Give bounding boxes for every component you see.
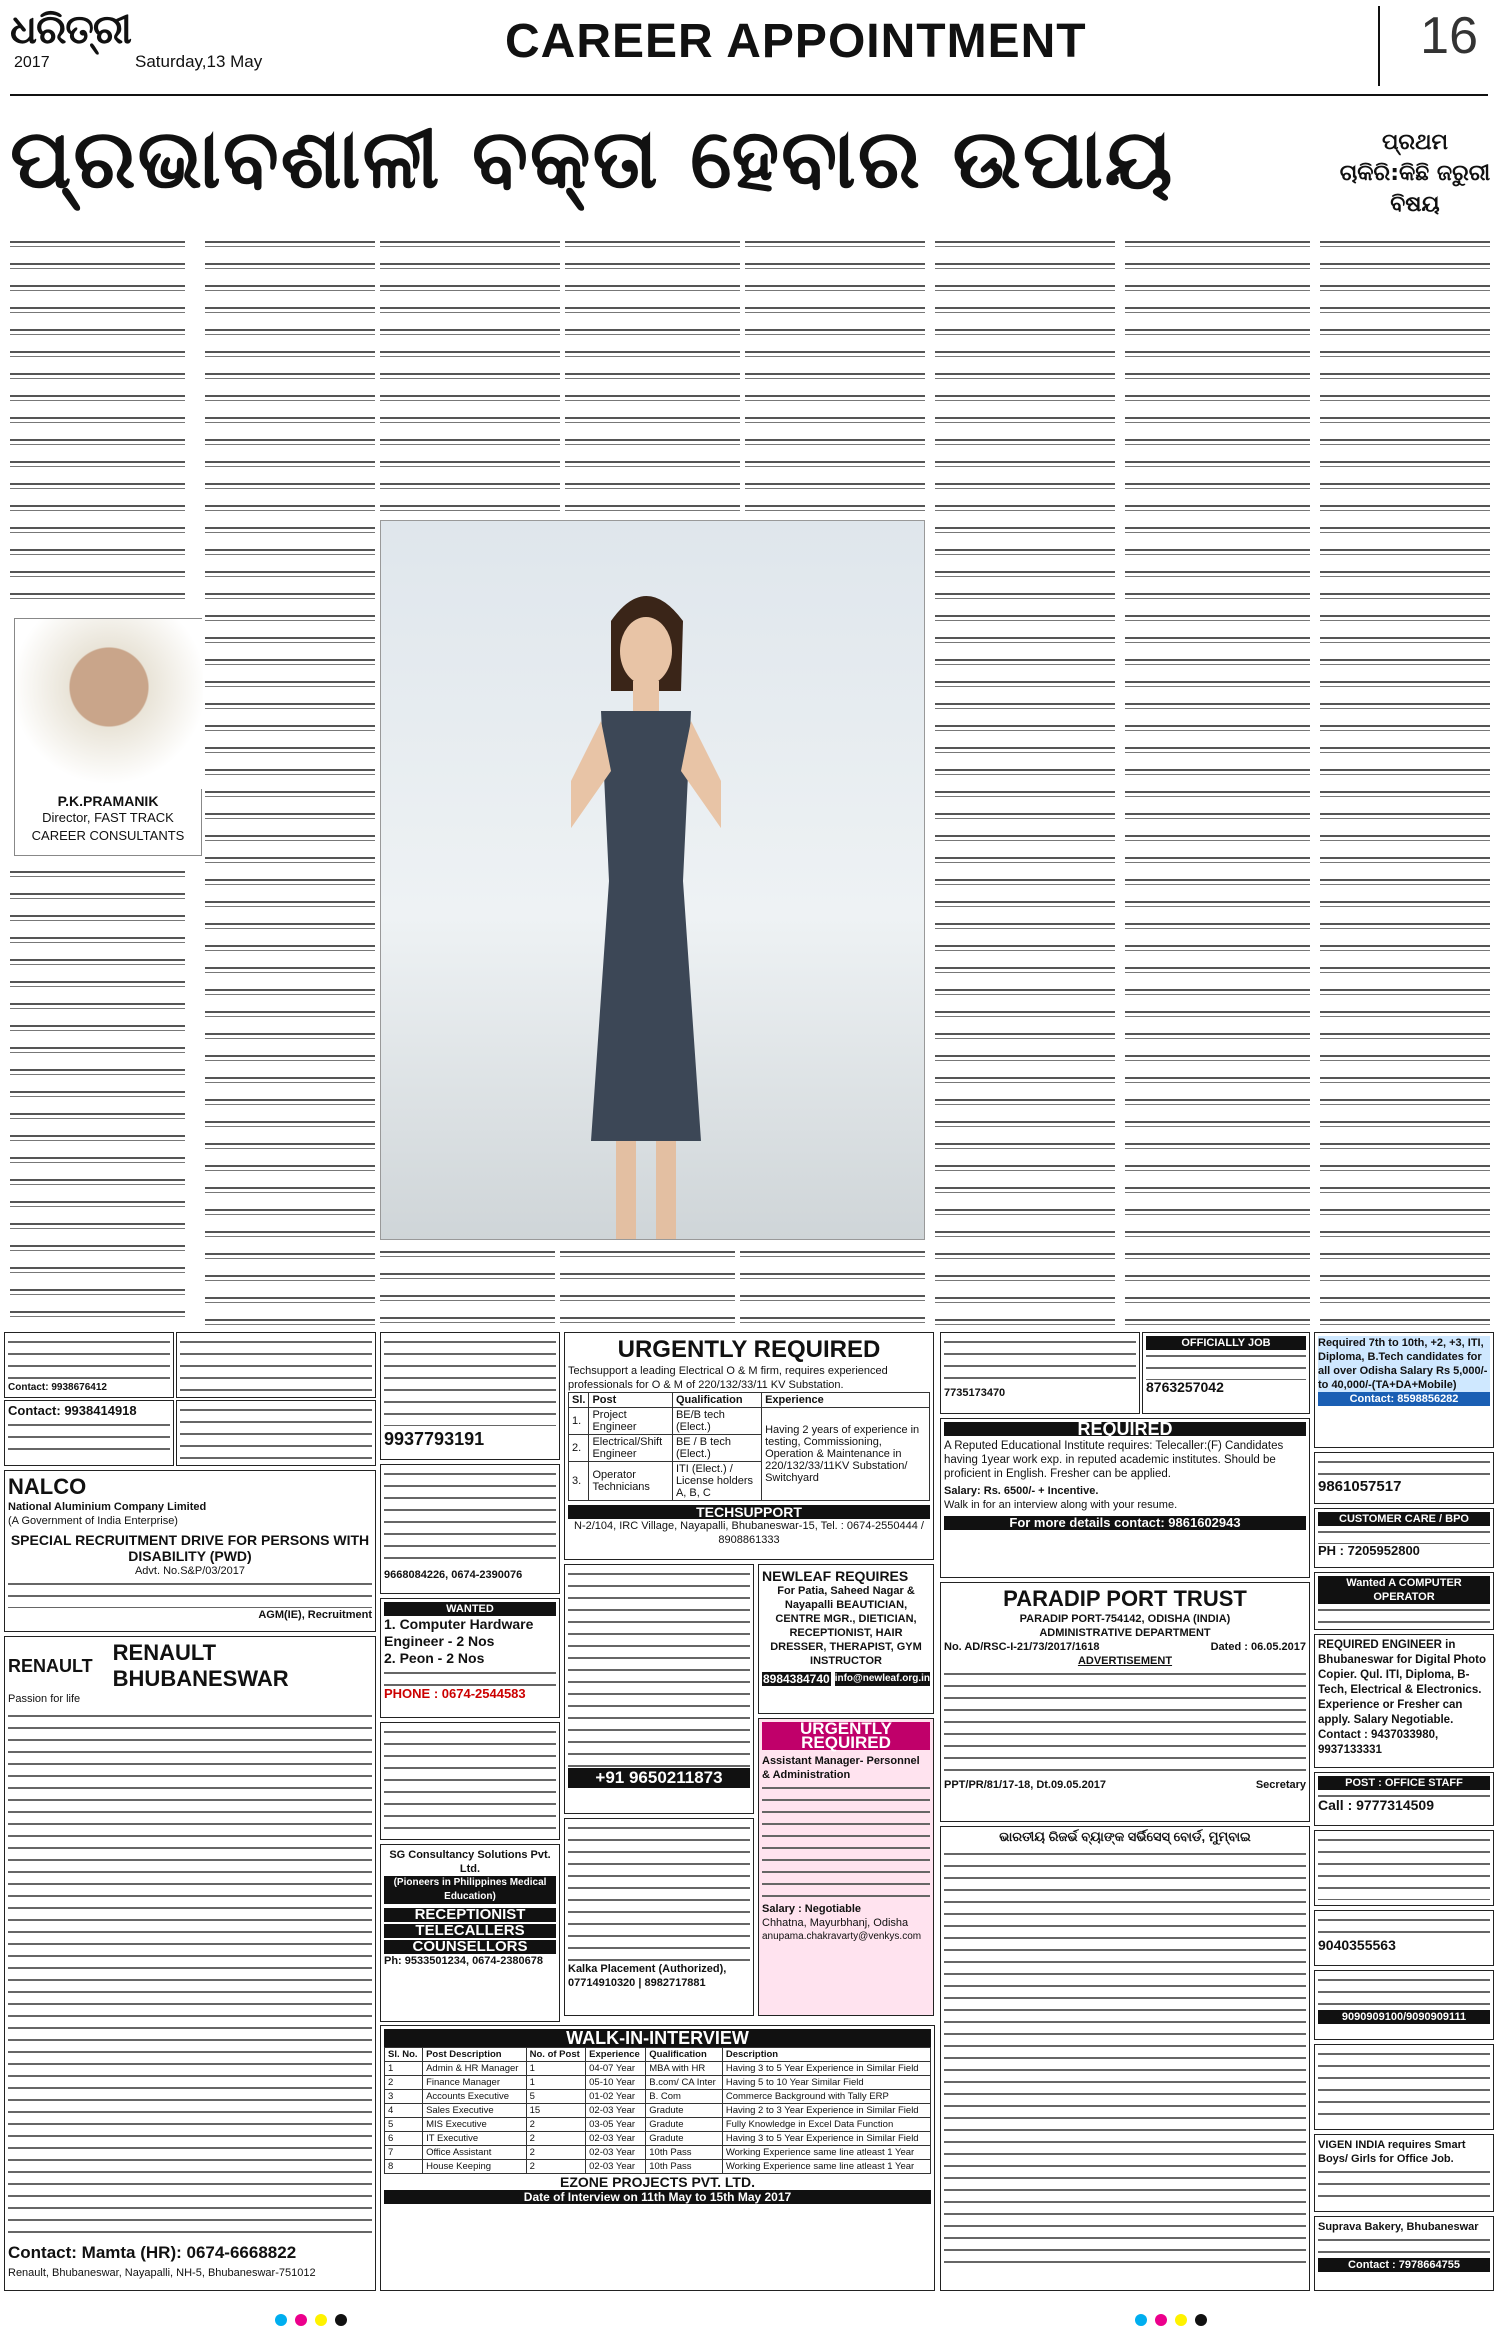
techsupport-address: N-2/104, IRC Village, Nayapalli, Bhubaneswar-15, Tel. : 0674-2550444 / 8908861333 [574, 1520, 924, 1546]
wanted-item-2: 2. Peon - 2 Nos [384, 1650, 485, 1666]
table-cell: MIS Executive [423, 2118, 527, 2132]
table-row [385, 2104, 931, 2118]
table-cell: Having 3 to 5 Year Experience in Similar Field [722, 2132, 930, 2146]
sg-post-2: TELECALLERS [384, 1924, 556, 1938]
table-cell: 2 [526, 2132, 586, 2146]
right-eng: REQUIRED ENGINEER in Bhubaneswar for Digital Photo Copier. Qul. ITI, Diploma, B-Tech, Electrical & Electronics. Experience or Fresher can apply. Salary Negotiable. Contact : 9437033980, 9937133331 [1318, 1639, 1487, 1756]
officially-title: OFFICIALLY JOB [1146, 1336, 1306, 1350]
ad-computer-operator [1314, 1572, 1494, 1630]
table-cell: 03-05 Year [586, 2118, 646, 2132]
ad-phone: Contact: 9938676412 [8, 1382, 107, 1393]
ad-odia-job-1 [940, 1332, 1140, 1414]
speaker-figure-illustration [571, 581, 721, 1240]
required-body: A Reputed Educational Institute requires: Telecaller:(F) Candidates having 1year work exp. in reputed academic institutes. Should be proficient in English. Fresher can be applied. [944, 1440, 1284, 1480]
table-cell: Working Experience same line atleast 1 Year [722, 2146, 930, 2160]
ad-wanted [380, 1598, 560, 1718]
table-row [385, 2132, 931, 2146]
ad-rbi-services-board [940, 1826, 1310, 2291]
author-box [14, 618, 202, 856]
ad-right-phone [1314, 1910, 1494, 1966]
table-cell: Working Experience same line atleast 1 Year [722, 2160, 930, 2174]
officially-phone: 8763257042 [1146, 1379, 1224, 1395]
author-name: P.K.PRAMANIK [57, 793, 159, 809]
table-cell: 01-02 Year [586, 2090, 646, 2104]
table-cell: Office Assistant [423, 2146, 527, 2160]
techsupport-table: Sl. Post Qualification Experience 1. Project Engineer BE/B tech (Elect.) Having 2 years of experience in testing, Commissioning, Operation & Maintenance in 220/132/33/11KV Substation/ Switchyard 2. Electrical/Shift Engineer BE / B tech (Elect.) 3. Operator Technicians ITI (Elect.) / License holders A, B, C [568, 1392, 930, 1501]
sg-name: SG Consultancy Solutions Pvt. Ltd. [389, 1849, 551, 1875]
right-r1: Required 7th to 10th, +2, +3, ITI, Diploma, B.Tech candidates for all over Odisha Salary Rs 5,000/- to 40,000/-(TA+DA+Mobile) [1318, 1336, 1490, 1392]
article-column-3 [380, 235, 560, 515]
article-column-2 [205, 235, 375, 1325]
table-cell: Gradute [646, 2132, 723, 2146]
sg-sub: (Pioneers in Philippines Medical Education) [384, 1876, 556, 1904]
table-cell: B. Com [646, 2090, 723, 2104]
ad-accountant [176, 1400, 376, 1466]
table-cell: Gradute [646, 2118, 723, 2132]
paradip-sec: Secretary [1255, 1779, 1306, 1791]
article-column-1b [10, 865, 185, 1325]
page-number: 16 [1378, 6, 1488, 86]
paradip-sub: PARADIP PORT-754142, ODISHA (INDIA) [1019, 1613, 1231, 1625]
nalco-company: National Aluminium Company Limited [8, 1501, 207, 1513]
right-customer: CUSTOMER CARE / BPO [1318, 1512, 1490, 1526]
table-cell: 10th Pass [646, 2146, 723, 2160]
nalco-advt: Advt. No.S&P/03/2017 [134, 1565, 246, 1577]
techsupport-title: URGENTLY REQUIRED [617, 1336, 881, 1363]
table-cell: 2 [526, 2118, 586, 2132]
ad-odia-classified [564, 1564, 754, 1814]
article-column-7 [1125, 235, 1310, 1325]
ad-malaysia [564, 1818, 754, 2016]
required-title: REQUIRED [944, 1422, 1306, 1436]
table-cell: IT Executive [423, 2132, 527, 2146]
table-row [385, 2160, 931, 2174]
table-cell: 6 [385, 2132, 423, 2146]
ad-hostel [380, 1332, 560, 1460]
urgently2-salary: Salary : Negotiable [762, 1903, 862, 1915]
sg-post-3: COUNSELLORS [384, 1940, 556, 1954]
table-cell: 8 [385, 2160, 423, 2174]
table-cell: Having 2 to 3 Year Experience in Similar Field [722, 2104, 930, 2118]
paradip-title: PARADIP PORT TRUST [1003, 1586, 1247, 1611]
ad-small-left-1 [4, 1332, 174, 1398]
table-cell: MBA with HR [646, 2062, 723, 2076]
ad-renault [4, 1636, 376, 2291]
wanted-phone: PHONE : 0674-2544583 [384, 1686, 526, 1701]
table-cell: B.com/ CA Inter [646, 2076, 723, 2090]
paradip-adv: ADVERTISEMENT [1077, 1655, 1173, 1667]
sg-post-1: RECEPTIONIST [384, 1908, 556, 1922]
ad-telecaller [940, 1418, 1310, 1578]
urgently2-post: Assistant Manager- Personnel & Administration [762, 1755, 920, 1781]
table-cell: 2 [385, 2076, 423, 2090]
ad-sg-consultancy [380, 1844, 560, 2022]
ad-right-phone2 [1314, 1970, 1494, 2040]
table-cell: Sales Executive [423, 2104, 527, 2118]
table-row [385, 2118, 931, 2132]
walkin-date: Date of Interview on 11th May to 15th May 2017 [384, 2190, 931, 2204]
ad-techsupport [564, 1332, 934, 1560]
techsupport-footer: TECHSUPPORT [568, 1505, 930, 1519]
table-cell: House Keeping [423, 2160, 527, 2174]
walkin-title: WALK-IN-INTERVIEW [384, 2029, 931, 2047]
nalco-sign: AGM(IE), Recruitment [258, 1609, 372, 1621]
rbi-title: ଭାରତୀୟ ରିଜର୍ଭ ବ୍ୟାଙ୍କ ସର୍ଭିସେସ୍ ବୋର୍ଡ, ମୁମ୍ବାଇ [999, 1829, 1251, 1844]
table-cell: 1 [385, 2062, 423, 2076]
table-cell: Fully Knowledge in Excel Data Function [722, 2118, 930, 2132]
ad-phone: Contact: 9938414918 [8, 1403, 137, 1418]
ad-officially-job [1142, 1332, 1310, 1414]
speaker-photo [380, 520, 925, 1240]
renault-title: RENAULT BHUBANESWAR [112, 1640, 289, 1691]
table-cell: Commerce Background with Tally ERP [722, 2090, 930, 2104]
urgently2-email: anupama.chakravarty@venkys.com [762, 1931, 922, 1942]
table-row [385, 2090, 931, 2104]
table-cell: Accounts Executive [423, 2090, 527, 2104]
author-photo [15, 619, 203, 789]
magenta-dot [1155, 2314, 1167, 2326]
right-ph2: PH : 7205952800 [1318, 1543, 1420, 1558]
right-suprava-ph: Contact : 7978664755 [1318, 2258, 1490, 2272]
table-cell: 15 [526, 2104, 586, 2118]
author-role: Director, FAST TRACK [42, 810, 174, 825]
table-cell: 4 [385, 2104, 423, 2118]
urgently2-title: URGENTLY REQUIRED [762, 1722, 930, 1750]
right-wanted: Wanted A COMPUTER OPERATOR [1318, 1576, 1490, 1604]
ad-jewellery [1314, 2044, 1494, 2130]
renault-address: Renault, Bhubaneswar, Nayapalli, NH-5, Bhubaneswar-751012 [8, 2267, 316, 2279]
ad-newleaf [758, 1564, 934, 1714]
ad-paradip-port [940, 1582, 1310, 1822]
required-contact: For more details contact: 9861602943 [944, 1516, 1306, 1530]
right-vigen: VIGEN INDIA requires Smart Boys/ Girls for Office Job. [1318, 2139, 1466, 2165]
table-cell: 02-03 Year [586, 2104, 646, 2118]
newleaf-title: NEWLEAF REQUIRES [762, 1568, 909, 1584]
required-walkin: Walk in for an interview along with your resume. [944, 1499, 1178, 1511]
newleaf-phone: 8984384740 [762, 1672, 830, 1686]
ad-right-1 [1314, 1332, 1494, 1448]
table-cell: 02-03 Year [586, 2146, 646, 2160]
table-cell: 10th Pass [646, 2160, 723, 2174]
newleaf-email: info@newleaf.org.in [834, 1673, 930, 1684]
paradip-no: No. AD/RSC-I-21/73/2017/1618 [944, 1641, 1100, 1653]
table-cell: 04-07 Year [586, 2062, 646, 2076]
article-column-1a [10, 235, 185, 615]
hostel-phone: 9937793191 [384, 1429, 485, 1449]
table-row [385, 2062, 931, 2076]
table-cell: 2 [526, 2146, 586, 2160]
table-row: 1. Project Engineer BE/B tech (Elect.) Having 2 years of experience in testing, Commissioning, Operation & Maintenance in 220/132/33/11KV Substation/ Switchyard [569, 1408, 930, 1435]
gurudwara-phone: 9668084226, 0674-2390076 [384, 1569, 523, 1581]
article-column-5 [745, 235, 925, 515]
ad-office-staff [1314, 1772, 1494, 1826]
black-dot [1195, 2314, 1207, 2326]
article-headline: ପ୍ରଭାବଶାଳୀ ବକ୍ତା ହେବାର ଉପାୟ [10, 112, 1175, 207]
ad-walk-in-interview [380, 2025, 935, 2291]
ad-right-2 [1314, 1452, 1494, 1504]
table-cell: Having 5 to 10 Year Similar Field [722, 2076, 930, 2090]
ad-vigen [1314, 2134, 1494, 2212]
sidebar-title: ପ୍ରଥମ ଚାକିରି:କିଛି ଜରୁରୀ ବିଷୟ [1339, 130, 1491, 217]
right-phone1: 9861057517 [1318, 1478, 1402, 1495]
ad-nalco [4, 1470, 376, 1632]
kalka-contact: Kalka Placement (Authorized), 07714910320 | 8982717881 [568, 1963, 727, 1989]
ad-small-left-2 [176, 1332, 376, 1398]
table-cell: 3 [385, 2090, 423, 2104]
cyan-dot [1135, 2314, 1147, 2326]
walkin-table: Sl. No. Post Description No. of Post Experience Qualification Description 1 Admin & HR Manager 1 04-07 Year MBA with HR Having 3 to 5 Year Experience in Similar Field 2 Finance Manager 1 05-10 Year B.com/ CA Inter Having 5 to 10 Year Similar Field 3 Accounts Executive 5 01-02 Year B. Com Commerce Background with Tally ERP 4 Sales Executive 15 02-03 Year Gradute Having 2 to 3 Year Experience in Similar Field 5 MIS Executive 2 03-05 Year Gradute Fully Knowledge in Excel Data Function 6 IT Executive 2 02-03 Year Gradute Having 3 to 5 Year Experience in Similar Field 7 Office Assistant 2 02-03 Year 10th Pass Working Experience same line atleast 1 Year 8 House Keeping 2 02-03 Year 10th Pass Working Experience same line atleast 1 Year [384, 2047, 931, 2174]
table-cell: Gradute [646, 2104, 723, 2118]
right-call: Call : 9777314509 [1318, 1797, 1434, 1813]
newleaf-body: For Patia, Saheed Nagar & Nayapalli BEAUTICIAN, CENTRE MGR., DIETICIAN, RECEPTIONIST, HAIR DRESSER, THERAPIST, GYM INSTRUCTOR [770, 1585, 922, 1667]
ad-suprava [1314, 2216, 1494, 2291]
magenta-dot [295, 2314, 307, 2326]
techsupport-intro: Techsupport a leading Electrical O & M firm, requires experienced professionals for O & M of 220/132/33/11 KV Substation. [568, 1365, 888, 1391]
right-r1-contact: Contact: 8598856282 [1318, 1392, 1490, 1406]
right-suprava: Suprava Bakery, Bhubaneswar [1318, 2221, 1479, 2233]
classified-phone: +91 9650211873 [568, 1768, 750, 1788]
renault-tag: Passion for life [8, 1693, 81, 1705]
black-dot [335, 2314, 347, 2326]
table-cell: 05-10 Year [586, 2076, 646, 2090]
table-cell: 5 [385, 2118, 423, 2132]
nalco-sub: (A Government of India Enterprise) [8, 1515, 178, 1527]
table-cell: 02-03 Year [586, 2132, 646, 2146]
table-cell: 02-03 Year [586, 2160, 646, 2174]
article-column-3b [380, 1245, 555, 1325]
ad-gurudwara [380, 1464, 560, 1594]
renault-brand: RENAULT [8, 1655, 93, 1676]
officially-phone2: 7735173470 [944, 1387, 1006, 1399]
table-cell: 1 [526, 2062, 586, 2076]
table-row [385, 2146, 931, 2160]
urgently2-location: Chhatna, Mayurbhanj, Odisha [762, 1917, 909, 1929]
table-cell: Having 3 to 5 Year Experience in Similar Field [722, 2062, 930, 2076]
right-post: POST : OFFICE STAFF [1318, 1776, 1490, 1790]
article-column-4b [560, 1245, 735, 1325]
table-cell: 2 [526, 2160, 586, 2174]
table-row: 3. Operator Technicians ITI (Elect.) / License holders A, B, C [569, 1462, 930, 1501]
print-registration-marks [0, 2300, 1498, 2339]
newspaper-logo: ଧରିତ୍ରୀ [10, 6, 131, 53]
yellow-dot [315, 2314, 327, 2326]
table-row: 2. Electrical/Shift Engineer BE / B tech (Elect.) [569, 1435, 930, 1462]
table-cell: 1 [526, 2076, 586, 2090]
ad-electrical-technician [380, 1722, 560, 1840]
ad-customer-care [1314, 1508, 1494, 1568]
renault-contact: Contact: Mamta (HR): 0674-6668822 [8, 2243, 297, 2262]
sg-phone: Ph: 9533501234, 0674-2380678 [384, 1955, 544, 1967]
ad-engineer [1314, 1634, 1494, 1768]
masthead-date: Saturday,13 May [135, 52, 263, 71]
right-ph4: 9090909100/9090909111 [1318, 2010, 1490, 2024]
paradip-dated: Dated : 06.05.2017 [1210, 1641, 1306, 1653]
paradip-dept: ADMINISTRATIVE DEPARTMENT [1039, 1627, 1211, 1639]
ad-urgently-required [758, 1718, 934, 2016]
ad-opening-office [1314, 1830, 1494, 1906]
author-company: CAREER CONSULTANTS [31, 828, 185, 843]
cyan-dot [275, 2314, 287, 2326]
sidebar-column [1320, 235, 1490, 1325]
table-cell: 7 [385, 2146, 423, 2160]
walkin-company: EZONE PROJECTS PVT. LTD. [560, 2174, 755, 2190]
table-cell: 5 [526, 2090, 586, 2104]
wanted-item-1: 1. Computer Hardware Engineer - 2 Nos [384, 1616, 534, 1649]
article-column-5b [740, 1245, 925, 1325]
paradip-ppt: PPT/PR/81/17-18, Dt.09.05.2017 [944, 1779, 1107, 1791]
required-salary: Salary: Rs. 6500/- + Incentive. [944, 1485, 1099, 1497]
right-ph3: 9040355563 [1318, 1937, 1396, 1953]
masthead-year: 2017 [14, 54, 50, 71]
masthead [10, 0, 1488, 96]
table-cell: Finance Manager [423, 2076, 527, 2090]
article-column-6 [935, 235, 1115, 1325]
nalco-logo: NALCO [8, 1474, 87, 1499]
nalco-title: SPECIAL RECRUITMENT DRIVE FOR PERSONS WITH DISABILITY (PWD) [10, 1532, 370, 1564]
article-column-4 [565, 235, 740, 515]
table-row [385, 2076, 931, 2090]
wanted-title: WANTED [384, 1602, 556, 1616]
ad-small-left-3 [4, 1400, 174, 1466]
table-cell: Admin & HR Manager [423, 2062, 527, 2076]
yellow-dot [1175, 2314, 1187, 2326]
section-title: CAREER APPOINTMENT [505, 15, 1087, 68]
